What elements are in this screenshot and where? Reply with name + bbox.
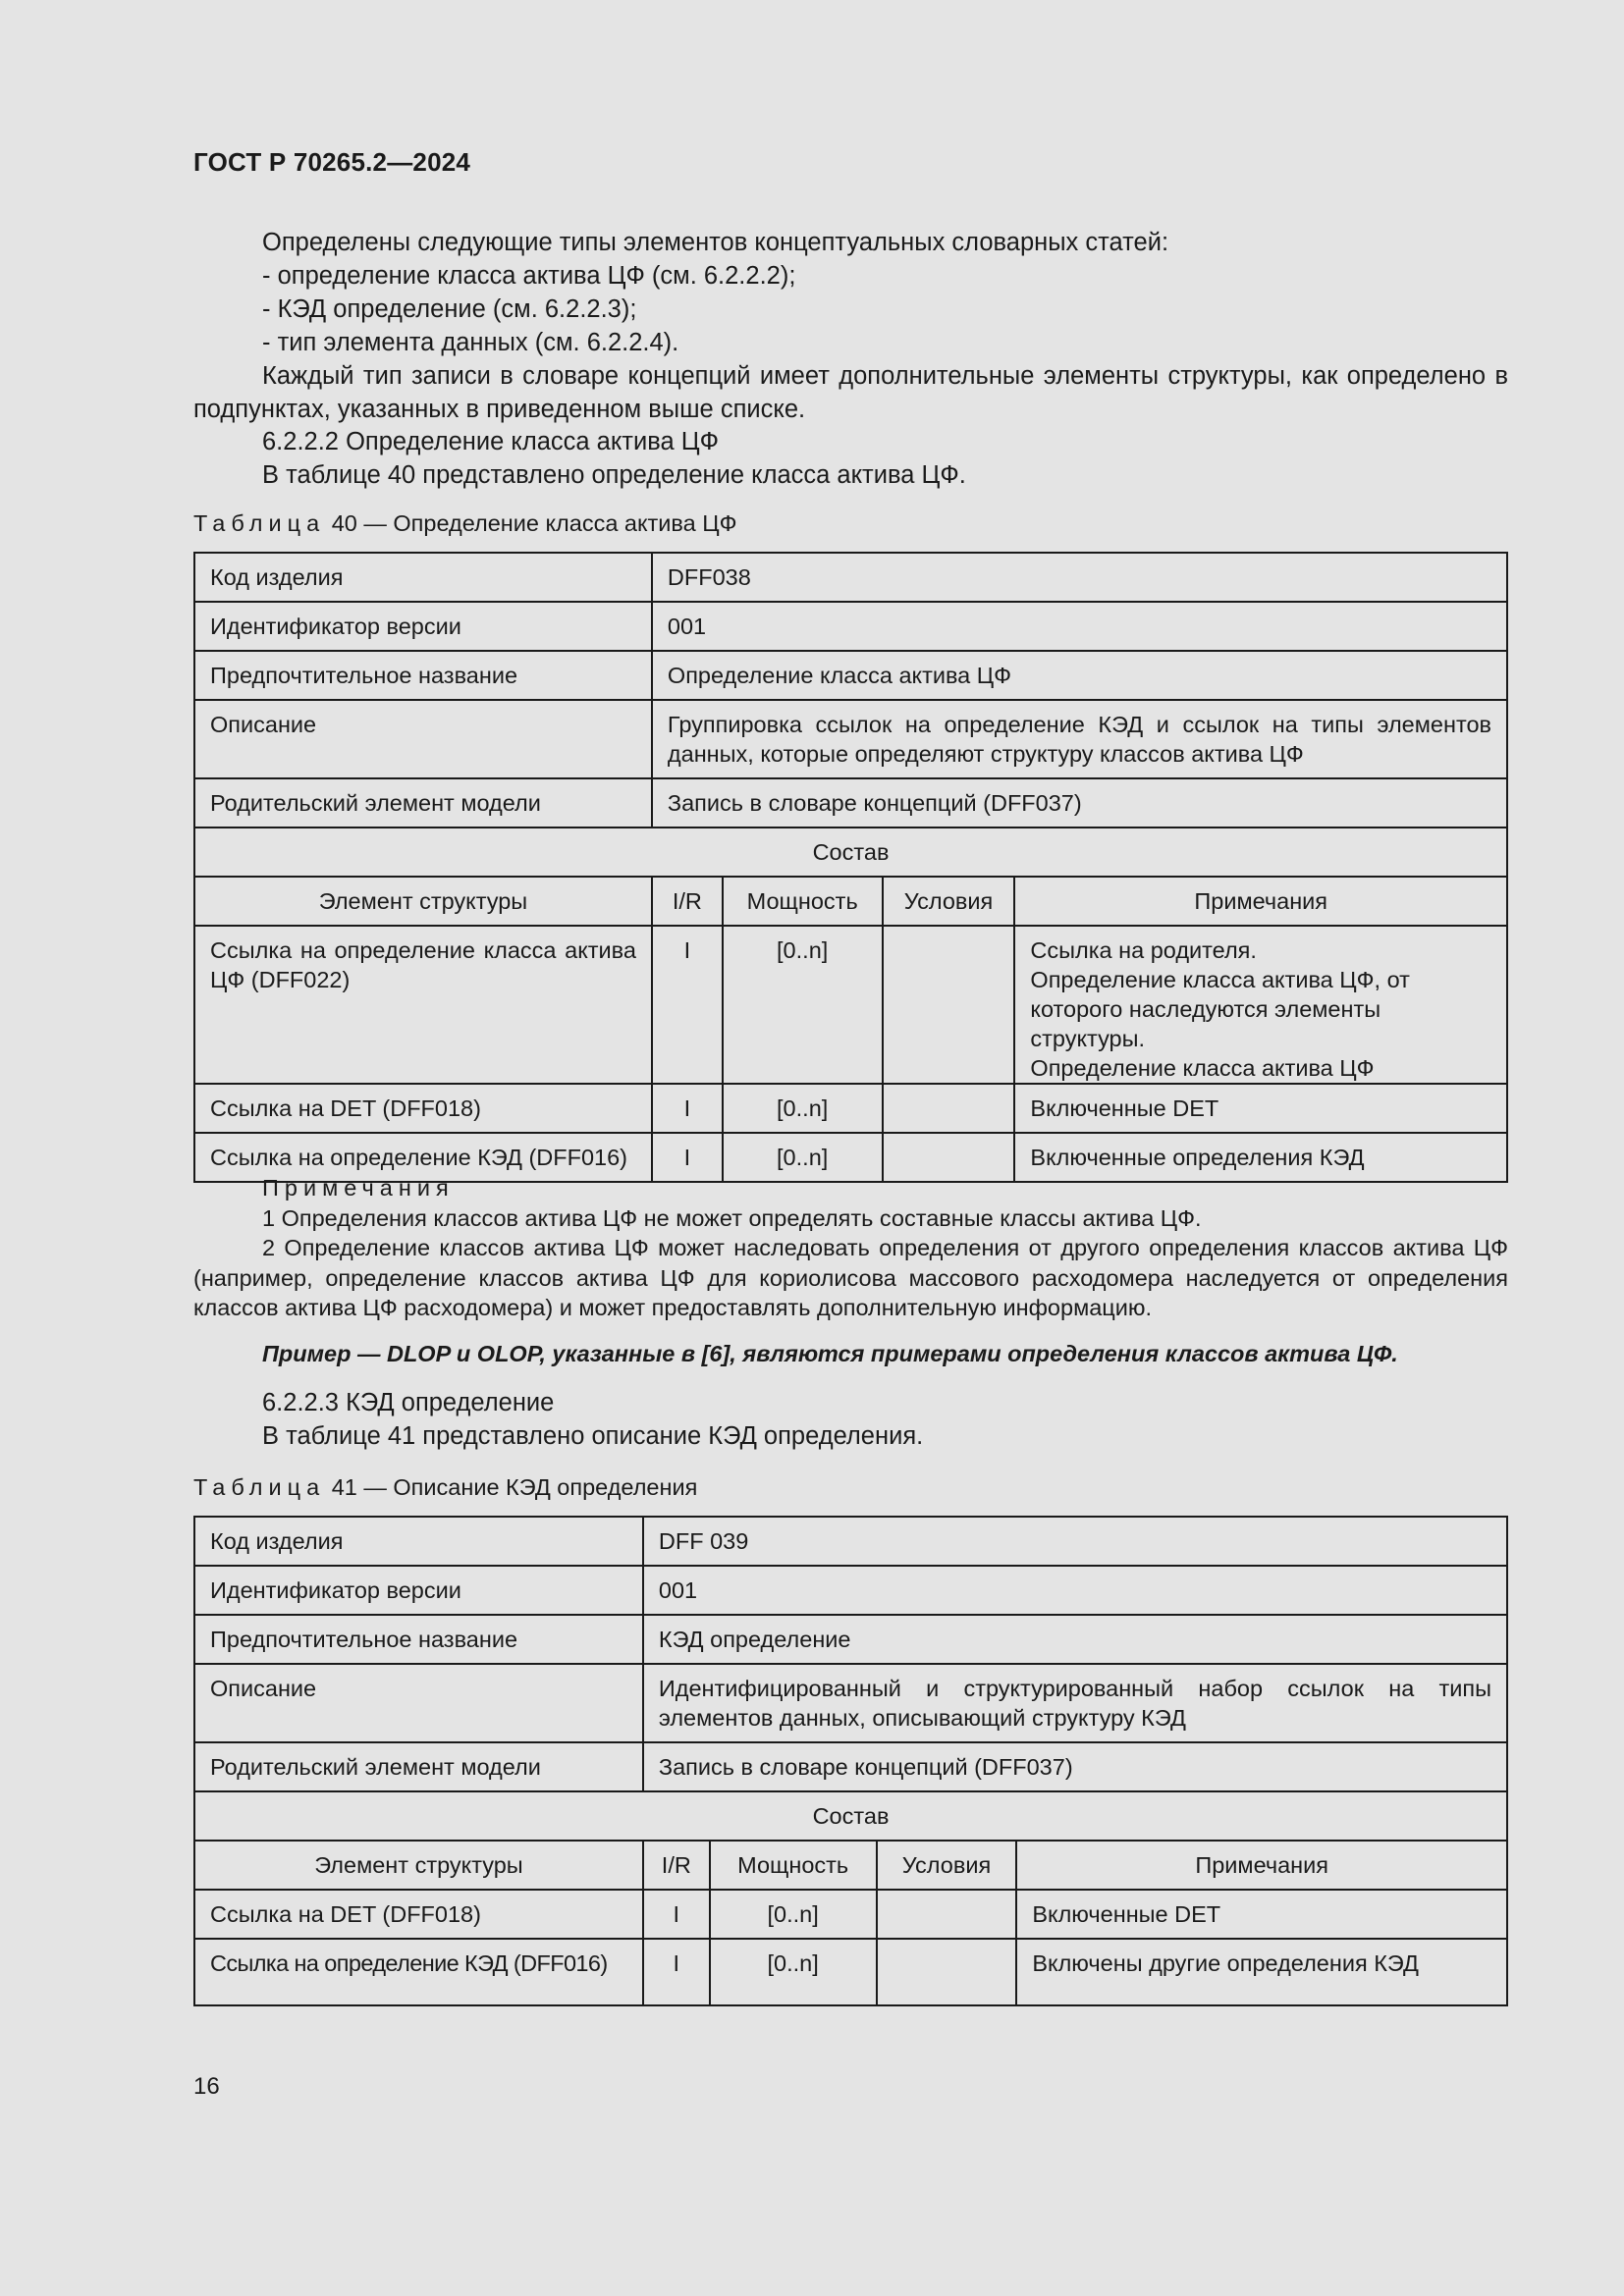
table-row <box>194 1664 1507 1742</box>
cell-conditions <box>883 1084 1015 1133</box>
column-header-row <box>194 877 1507 926</box>
composition-header: Состав <box>194 1791 1507 1841</box>
cell-ir: I <box>643 1890 710 1939</box>
attr-key: Родительский элемент модели <box>194 778 652 828</box>
intro-line: Определены следующие типы элементов концептуальных словарных статей: <box>262 229 1169 256</box>
table-row <box>194 602 1507 651</box>
column-header: Примечания <box>1014 877 1507 926</box>
cell-ir: I <box>643 1939 710 2005</box>
caption-word: Таблица <box>193 510 326 536</box>
attr-key: Предпочтительное название <box>194 1615 643 1664</box>
column-header-row <box>194 1841 1507 1890</box>
table-row <box>194 1742 1507 1791</box>
column-header: Примечания <box>1016 1841 1507 1890</box>
attr-value: Группировка ссылок на определение КЭД и ссылок на типы элементов данных, которые определяют структуру классов актива ЦФ <box>652 700 1507 778</box>
note-line: Определение класса актива ЦФ, от которого наследуются элементы структуры. <box>1030 967 1410 1051</box>
table-row <box>194 926 1507 1084</box>
caption-word: Таблица <box>193 1474 326 1500</box>
cell-notes: Включенные определения КЭД <box>1014 1133 1507 1182</box>
cell-conditions <box>877 1939 1017 2005</box>
cell-notes: Включенные DET <box>1016 1890 1507 1939</box>
cell-power: [0..n] <box>710 1890 877 1939</box>
cell-element: Ссылка на определение КЭД (DFF016) <box>194 1133 652 1182</box>
page-number: 16 <box>193 2073 220 2100</box>
attr-value: DFF038 <box>652 553 1507 602</box>
cell-power: [0..n] <box>723 926 883 1084</box>
table-row <box>194 553 1507 602</box>
note-line: Ссылка на родителя. <box>1030 937 1257 963</box>
cell-ir: I <box>652 1084 723 1133</box>
notes-title: Примечания <box>262 1175 455 1201</box>
note-1: 1 Определения классов актива ЦФ не может определять составные классы актива ЦФ. <box>262 1204 1202 1231</box>
column-header: Условия <box>877 1841 1017 1890</box>
example-text: Пример — DLOP и OLOP, указанные в [6], являются примерами определения классов актива ЦФ. <box>262 1341 1398 1366</box>
attr-key: Родительский элемент модели <box>194 1742 643 1791</box>
table-row <box>194 1890 1507 1939</box>
attr-key: Предпочтительное название <box>194 651 652 700</box>
cell-element: Ссылка на определение КЭД (DFF016) <box>194 1939 643 2005</box>
attr-key: Код изделия <box>194 553 652 602</box>
column-header: Мощность <box>710 1841 877 1890</box>
attr-key: Идентификатор версии <box>194 602 652 651</box>
cell-ir: I <box>652 926 723 1084</box>
composition-row <box>194 828 1507 877</box>
attr-value: Идентифицированный и структурированный набор ссылок на типы элементов данных, описывающий структуру КЭД <box>643 1664 1507 1742</box>
attr-key: Описание <box>194 700 652 778</box>
attr-key: Описание <box>194 1664 643 1742</box>
attr-value: 001 <box>652 602 1507 651</box>
table-row <box>194 651 1507 700</box>
intro-paragraph: Каждый тип записи в словаре концепций имеет дополнительные элементы структуры, как определено в подпунктах, указанных в приведенном выше списке. <box>193 362 1508 423</box>
composition-row <box>194 1791 1507 1841</box>
cell-element: Ссылка на DET (DFF018) <box>194 1890 643 1939</box>
attr-value: Запись в словаре концепций (DFF037) <box>643 1742 1507 1791</box>
caption-text: 40 — Определение класса актива ЦФ <box>331 510 737 536</box>
cell-element: Ссылка на DET (DFF018) <box>194 1084 652 1133</box>
section-heading-6-2-2-3: 6.2.2.3 КЭД определение <box>262 1389 555 1416</box>
table-40 <box>193 552 1508 1183</box>
attr-value: DFF 039 <box>643 1517 1507 1566</box>
attr-key: Код изделия <box>194 1517 643 1566</box>
column-header: Мощность <box>723 877 883 926</box>
column-header: Элемент структуры <box>194 877 652 926</box>
table-row <box>194 1566 1507 1615</box>
attr-value: КЭД определение <box>643 1615 1507 1664</box>
table-row <box>194 700 1507 778</box>
intro-item-3: - тип элемента данных (см. 6.2.2.4). <box>262 329 679 356</box>
cell-element: Ссылка на определение класса актива ЦФ (DFF022) <box>194 926 652 1084</box>
section-heading-6-2-2-2: 6.2.2.2 Определение класса актива ЦФ <box>262 428 719 455</box>
table-40-notes <box>193 1173 1508 1323</box>
column-header: I/R <box>652 877 723 926</box>
cell-notes <box>1014 926 1507 1084</box>
cell-conditions <box>877 1890 1017 1939</box>
table-row <box>194 1939 1507 2005</box>
cell-notes: Включены другие определения КЭД <box>1016 1939 1507 2005</box>
column-header: Условия <box>883 877 1015 926</box>
table-row <box>194 1084 1507 1133</box>
cell-conditions <box>883 926 1015 1084</box>
table-41-reference: В таблице 41 представлено описание КЭД определения. <box>262 1422 924 1450</box>
composition-header: Состав <box>194 828 1507 877</box>
document-header: ГОСТ Р 70265.2—2024 <box>193 147 471 177</box>
intro-item-2: - КЭД определение (см. 6.2.2.3); <box>262 295 637 323</box>
column-header: Элемент структуры <box>194 1841 643 1890</box>
note-2: 2 Определение классов актива ЦФ может наследовать определения от другого определения классов актива ЦФ (например, определение классов актива ЦФ для кориолисова массового расходомера наследуется от определения классов актива ЦФ расходомера) и может предоставлять дополнительную информацию. <box>193 1235 1508 1320</box>
table-40-caption <box>193 510 737 537</box>
cell-notes: Включенные DET <box>1014 1084 1507 1133</box>
caption-text: 41 — Описание КЭД определения <box>331 1474 698 1500</box>
table-41-caption <box>193 1474 697 1501</box>
table-row <box>194 1517 1507 1566</box>
table-41 <box>193 1516 1508 2006</box>
cell-ir: I <box>652 1133 723 1182</box>
table-row <box>194 1615 1507 1664</box>
attr-value: Запись в словаре концепций (DFF037) <box>652 778 1507 828</box>
cell-power: [0..n] <box>710 1939 877 2005</box>
note-line: Определение класса актива ЦФ <box>1030 1055 1375 1081</box>
table-40-reference: В таблице 40 представлено определение класса актива ЦФ. <box>262 461 966 489</box>
cell-power: [0..n] <box>723 1133 883 1182</box>
attr-key: Идентификатор версии <box>194 1566 643 1615</box>
cell-power: [0..n] <box>723 1084 883 1133</box>
attr-value: 001 <box>643 1566 1507 1615</box>
attr-value: Определение класса актива ЦФ <box>652 651 1507 700</box>
table-row <box>194 778 1507 828</box>
intro-item-1: - определение класса актива ЦФ (см. 6.2.2.2); <box>262 262 796 290</box>
column-header: I/R <box>643 1841 710 1890</box>
